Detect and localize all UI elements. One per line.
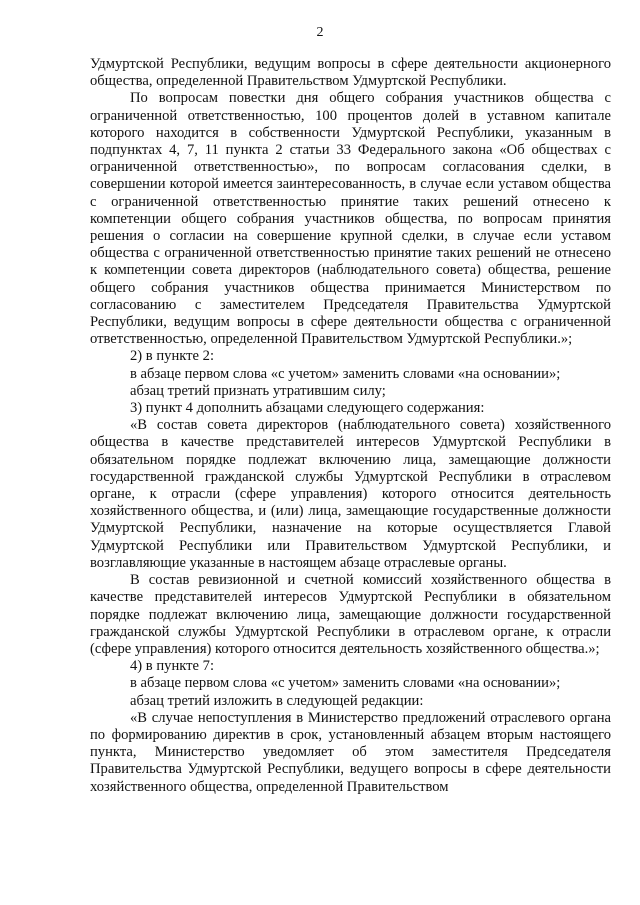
paragraph-5: абзац третий признать утратившим силу; — [130, 382, 386, 399]
document-body — [90, 56, 611, 796]
paragraph-1: Удмуртской Республики, ведущим вопросы в сфере деятельности акционерного общества, определенной Правительством Удмуртской Республики. — [90, 56, 611, 90]
paragraph-6: 3) пункт 4 дополнить абзацами следующего содержания: — [130, 400, 485, 417]
paragraph-10: в абзаце первом слова «с учетом» заменить словами «на основании»; — [130, 675, 561, 692]
paragraph-2: По вопросам повестки дня общего собрания участников общества с ограниченной ответственностью, 100 процентов долей в уставном капитале которого находится в собственности Удмуртской Республики, указанным в подпунктах 4, 7, 11 пункта 2 статьи 33 Федерального закона «Об обществах с ограниченной ответственностью», по вопросам согласования сделки, в совершении которой имеется заинтересованность, в случае если уставом общества с ограниченной ответственностью принятие таких решений отнесено к компетенции общего собрания участников общества, по вопросам принятия решения о согласии на совершение крупной сделки, в случае если уставом общества с ограниченной ответственностью принятие таких решений не отнесено к компетенции совета директоров (наблюдательного совета) общества, решение общего собрания участников общества принимается Министерством по согласованию с заместителем Председателя Правительства Удмуртской Республики, ведущим вопросы в сфере деятельности общества с ограниченной ответственностью, определенной Правительством Удмуртской Республики.»; — [90, 90, 611, 348]
paragraph-9: 4) в пункте 7: — [130, 658, 215, 675]
paragraph-4: в абзаце первом слова «с учетом» заменить словами «на основании»; — [130, 365, 561, 382]
paragraph-12: «В случае непоступления в Министерство предложений отраслевого органа по формированию директив в срок, установленный абзацем вторым настоящего пункта, Министерство уведомляет об этом заместителя Председателя Правительства Удмуртской Республики, ведущего вопросы в сфере деятельности хозяйственного общества, определенной Правительством — [90, 709, 611, 795]
paragraph-8: В состав ревизионной и счетной комиссий хозяйственного общества в качестве представителей интересов Удмуртской Республики в обязательном порядке подлежат включению лица, замещающие должности государственной гражданской службы Удмуртской Республики в отраслевом органе, к отрасли (сфере управления) которого относится деятельность хозяйственного общества.»; — [90, 572, 611, 657]
paragraph-3: 2) в пункте 2: — [130, 348, 215, 365]
paragraph-11: абзац третий изложить в следующей редакции: — [130, 692, 424, 709]
page-number: 2 — [316, 25, 324, 40]
paragraph-7: «В состав совета директоров (наблюдательного совета) хозяйственного общества в качестве представителей интересов Удмуртской Республики в обязательном порядке подлежат включению лица, замещающие должности государственной гражданской службы Удмуртской Республики в отраслевом органе, к отрасли (сфере управления) которого относится деятельность хозяйственного общества, и (или) лица, замещающие государственные должности Удмуртской Республики, назначение на которые осуществляется Главой Удмуртской Республики или Правительством Удмуртской Республики, и возглавляющие указанные в настоящем абзаце отраслевые органы. — [90, 417, 611, 571]
